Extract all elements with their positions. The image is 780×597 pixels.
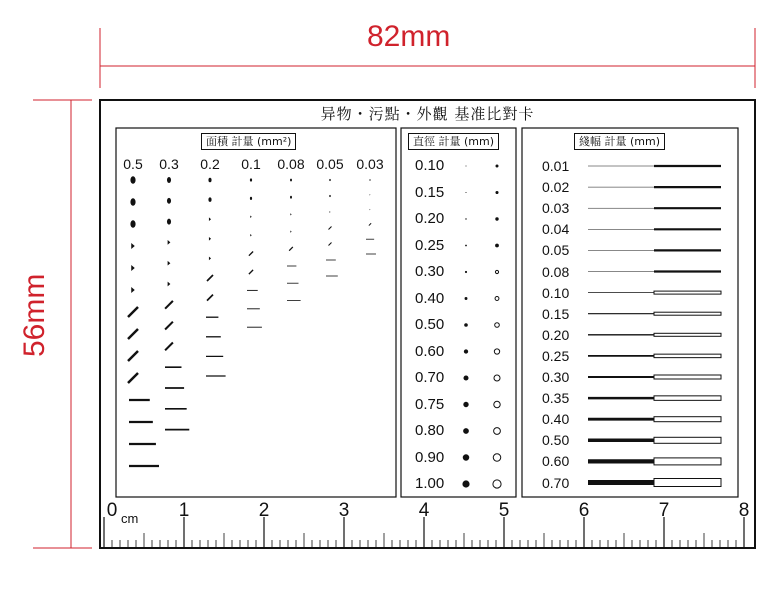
diameter-dot-outline [493, 480, 501, 488]
diameter-value: 0.40 [415, 289, 445, 307]
area-slash [207, 295, 213, 301]
diameter-dot-outline [494, 401, 500, 407]
diameter-value: 0.25 [415, 236, 445, 254]
area-slash [369, 223, 371, 225]
area-section-box [116, 128, 396, 497]
ruler-number: 7 [658, 500, 670, 521]
area-dot [167, 177, 171, 183]
line-width-value: 0.01 [542, 158, 570, 174]
area-triangle [370, 209, 371, 210]
area-slash [249, 252, 253, 256]
ruler-number: 8 [738, 500, 750, 521]
line-sample-outline [654, 396, 721, 401]
diameter-value: 0.50 [415, 316, 445, 333]
line-width-value: 0.05 [542, 242, 570, 259]
area-column-label: 0.05 [316, 156, 344, 172]
area-slash [128, 307, 138, 317]
area-triangle [290, 230, 291, 232]
diameter-dot-filled [463, 375, 468, 380]
line-sample-outline [654, 291, 721, 294]
area-column-label: 0.03 [356, 156, 384, 172]
line-width-value: 0.08 [542, 263, 570, 280]
card-title: 异物・污點・外觀 基准比對卡 [320, 105, 535, 123]
area-column-label: 0.5 [123, 156, 143, 172]
area-slash [165, 301, 173, 309]
diameter-marks [462, 165, 501, 488]
area-dot [250, 178, 252, 181]
diameter-value: 0.70 [415, 369, 445, 386]
line-width-value: 0.60 [542, 453, 570, 470]
line-width-value: 0.40 [542, 411, 570, 428]
diameter-dot-outline [493, 454, 500, 461]
area-dot [369, 179, 370, 181]
area-dot [130, 198, 135, 206]
diameter-value: 0.10 [415, 157, 445, 174]
diameter-dot-outline [496, 244, 499, 247]
area-dot [130, 176, 135, 184]
diameter-section-label: 直徑 計量 (mm) [408, 133, 499, 150]
diameter-dot-filled [465, 245, 467, 247]
line-width-value: 0.35 [542, 390, 570, 407]
ruler-unit-label: cm [121, 511, 139, 526]
area-slash [165, 343, 173, 351]
area-triangle [209, 237, 211, 241]
diameter-dot-outline [494, 375, 500, 381]
line-sample-outline [654, 417, 721, 422]
area-slash [329, 243, 332, 246]
diameter-value: 0.30 [415, 263, 445, 280]
area-dot [329, 179, 331, 181]
diameter-value: 0.60 [415, 342, 445, 360]
area-triangle [168, 261, 171, 266]
area-slash [329, 227, 332, 230]
area-column-label: 0.1 [241, 156, 261, 172]
diameter-value: 1.00 [415, 475, 445, 492]
area-dot [167, 219, 171, 225]
area-dot [290, 196, 292, 199]
diameter-dot-outline [494, 349, 499, 354]
area-column-label: 0.08 [277, 156, 305, 172]
line-width-value: 0.20 [542, 326, 570, 343]
diameter-dot-filled [462, 480, 469, 487]
area-triangle [131, 287, 135, 293]
area-triangle [370, 194, 371, 195]
line-width-value: 0.10 [542, 284, 570, 301]
line-sample-outline [654, 458, 721, 465]
diameter-dot-filled [466, 166, 467, 167]
diameter-dot-outline [496, 218, 498, 220]
ruler-number: 0 [106, 500, 118, 521]
line-width-value: 0.50 [542, 432, 570, 449]
diameter-dot-outline [496, 165, 498, 167]
diameter-dot-filled [463, 402, 468, 407]
area-dot [208, 178, 211, 183]
area-column-label: 0.2 [200, 156, 220, 172]
diameter-dot-filled [464, 349, 468, 353]
area-slash [128, 351, 138, 361]
diameter-dot-outline [495, 323, 500, 328]
area-slash [289, 247, 293, 251]
area-dot [130, 220, 135, 228]
diameter-dot-filled [465, 297, 468, 300]
diameter-value: 0.15 [415, 183, 445, 201]
area-dot [250, 197, 252, 200]
ruler-number: 2 [258, 500, 270, 521]
diameter-dot-filled [465, 218, 466, 219]
area-triangle [131, 243, 135, 249]
diameter-value: 0.20 [415, 210, 445, 227]
area-triangle [290, 213, 291, 215]
ruler-number: 6 [578, 500, 590, 521]
line-width-value: 0.25 [542, 347, 570, 364]
diameter-dot-outline [494, 428, 501, 435]
line-sample-outline [654, 375, 721, 379]
line-sample-outline [654, 333, 721, 336]
area-triangle [209, 257, 211, 261]
area-triangle [250, 234, 251, 237]
diameter-value: 0.80 [415, 422, 445, 439]
line-width-value: 0.03 [542, 200, 570, 217]
ruler-number: 3 [338, 500, 350, 521]
area-column-label: 0.3 [159, 156, 179, 172]
line-sample-outline [654, 354, 721, 358]
line-width-value: 0.15 [542, 305, 570, 322]
diameter-dot-filled [464, 323, 468, 327]
area-slash [165, 322, 173, 330]
width-dimension-label: 82mm [367, 20, 451, 53]
diameter-dot-filled [465, 192, 466, 193]
diameter-dot-outline [495, 297, 499, 301]
area-triangle [250, 216, 251, 219]
area-slash [128, 329, 138, 339]
diameter-dot-filled [465, 271, 467, 273]
area-triangle [131, 265, 135, 271]
line-sample-outline [654, 479, 721, 487]
line-width-value: 0.02 [542, 179, 570, 196]
area-triangle [209, 217, 211, 221]
area-dot [167, 198, 171, 204]
area-dot [290, 179, 292, 182]
area-slash [249, 270, 253, 274]
area-triangle [168, 240, 171, 245]
area-marks [128, 176, 376, 466]
area-triangle [329, 211, 330, 213]
diameter-dot-outline [496, 191, 498, 193]
line-sample-outline [654, 312, 721, 315]
ruler-number: 1 [178, 500, 190, 521]
area-dot [329, 195, 331, 197]
line-section-label: 綫幅 計量 (mm) [574, 133, 665, 150]
line-width-value: 0.30 [542, 369, 570, 385]
area-slash [207, 275, 213, 281]
diameter-dot-filled [463, 454, 469, 460]
ruler-number: 5 [498, 500, 510, 521]
line-width-marks [588, 166, 721, 487]
diameter-dot-outline [495, 270, 498, 273]
area-slash [128, 373, 138, 383]
area-section-label: 面積 計量 (mm²) [201, 133, 296, 150]
ruler-number: 4 [418, 500, 430, 521]
diameter-dot-filled [463, 428, 469, 434]
diameter-value: 0.90 [415, 448, 445, 466]
area-dot [208, 197, 211, 202]
line-width-value: 0.04 [542, 221, 570, 238]
line-sample-outline [654, 437, 721, 443]
diameter-value: 0.75 [415, 395, 445, 413]
line-width-value: 0.70 [542, 474, 570, 491]
area-triangle [168, 282, 171, 287]
height-dimension-label: 56mm [18, 273, 51, 357]
